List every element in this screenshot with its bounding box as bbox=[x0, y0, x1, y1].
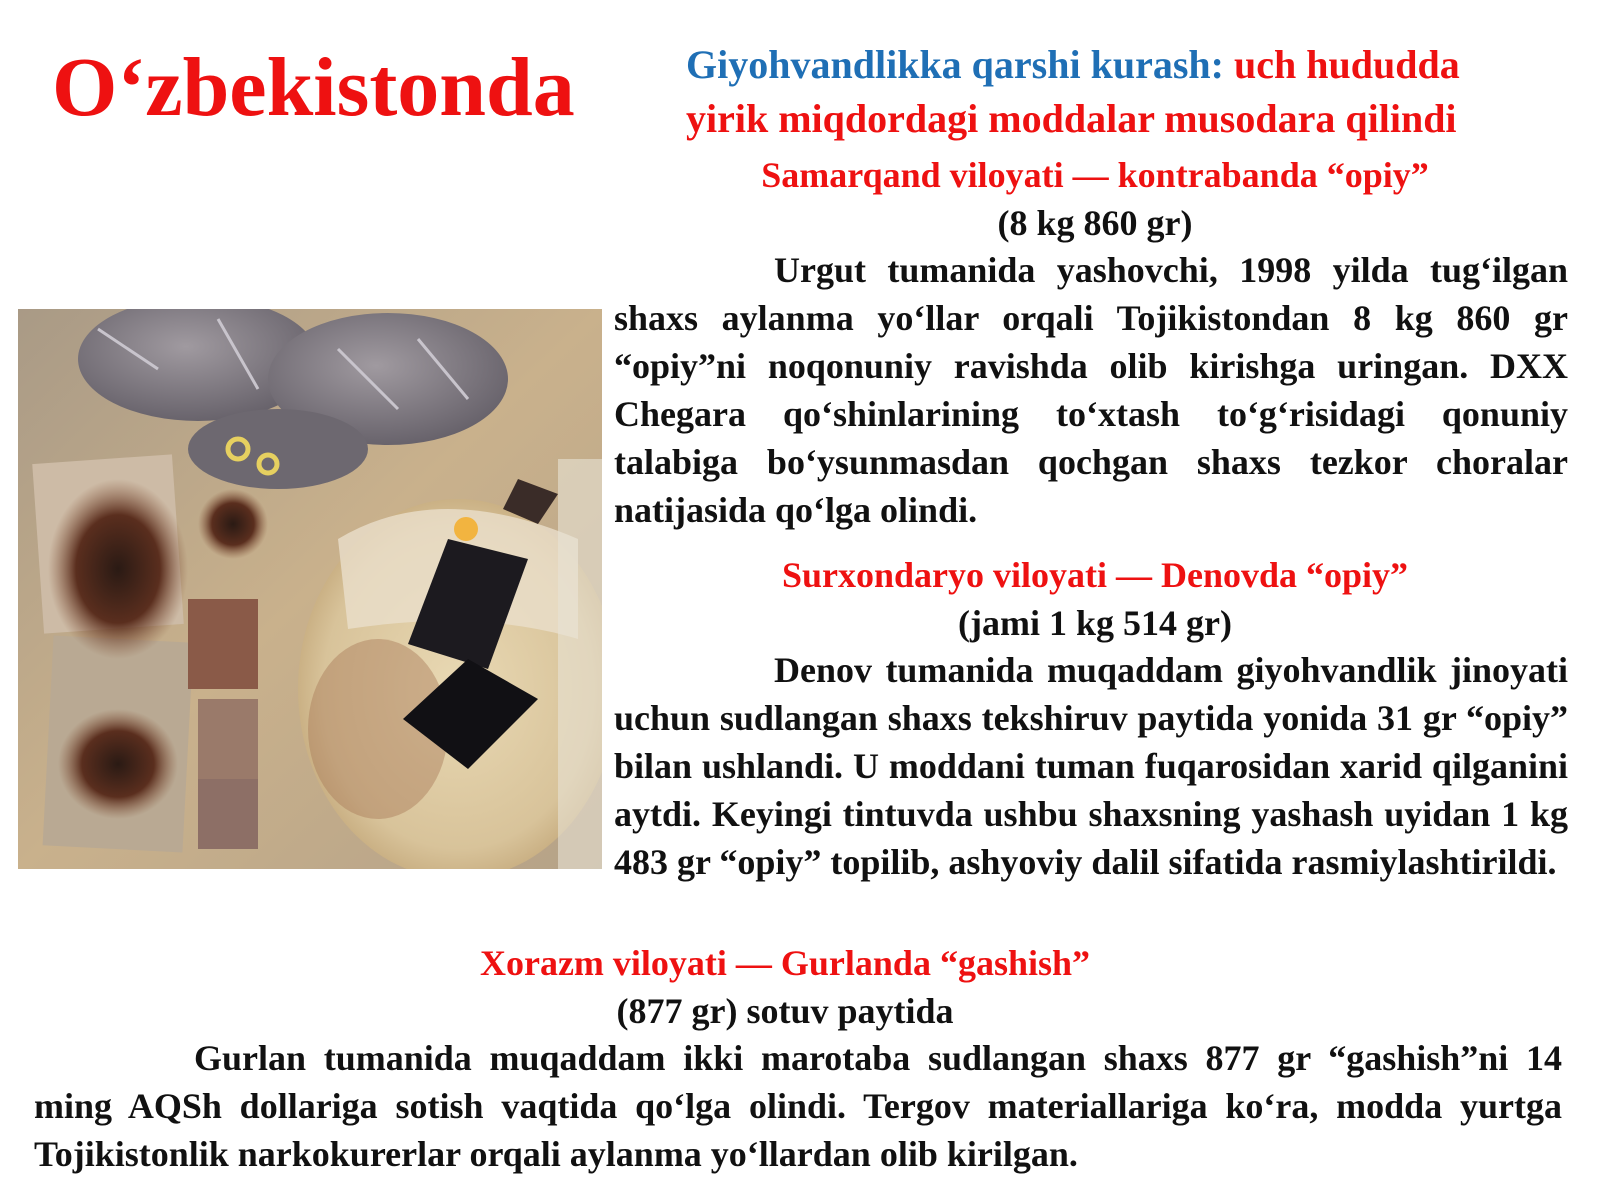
section-1-heading: Samarqand viloyati — kontrabanda “opiy” bbox=[761, 155, 1429, 195]
headline-red-part-1: uch hududda bbox=[1234, 42, 1460, 87]
section-1-amount: (8 kg 860 gr) bbox=[997, 203, 1193, 243]
page-title: O‘zbekistonda bbox=[52, 41, 575, 134]
seized-substances-photo bbox=[18, 309, 602, 869]
section-3-amount: (877 gr) sotuv paytida bbox=[616, 991, 954, 1031]
headline bbox=[686, 38, 1566, 146]
section-2-heading: Surxondaryo viloyati — Denovda “opiy” bbox=[781, 555, 1409, 595]
section-3-heading: Xorazm viloyati — Gurlanda “gashish” bbox=[479, 943, 1091, 983]
section-2-text: Denov tumanida muqaddam giyohvandlik jinoyati uchun sudlangan shaxs tekshiruv paytida yonida 31 gr “opiy” bilan ushlandi. U moddani tuman fuqarosidan xarid qilganini aytdi. Keyingi tintuvda ushbu shaxsning yashash uyidan 1 kg 483 gr “opiy” topilib, ashyoviy dalil sifatida rasmiylashtirildi. bbox=[614, 650, 1568, 882]
headline-blue-part: Giyohvandlikka qarshi kurash: bbox=[686, 42, 1224, 87]
section-2-amount: (jami 1 kg 514 gr) bbox=[958, 603, 1232, 643]
headline-red-part-2: yirik miqdordagi moddalar musodara qilindi bbox=[686, 96, 1457, 141]
section-1-text: Urgut tumanida yashovchi, 1998 yilda tug‘ilgan shaxs aylanma yo‘llar orqali Tojikistondan 8 kg 860 gr “opiy”ni noqonuniy ravishda olib kirishga uringan. DXX Chegara qo‘shinlarining to‘xtash to‘g‘risidagi qonuniy talabiga bo‘ysunmasdan qochgan shaxs tezkor choralar natijasida qo‘lga olindi. bbox=[614, 250, 1568, 530]
section-3-text: Gurlan tumanida muqaddam ikki marotaba sudlangan shaxs 877 gr “gashish”ni 14 ming AQSh dollariga sotish vaqtida qo‘lga olindi. Tergov materiallariga ko‘ra, modda yurtga Tojikistonlik narkokurerlar orqali aylanma yo‘llardan olib kirilgan. bbox=[34, 1038, 1562, 1174]
